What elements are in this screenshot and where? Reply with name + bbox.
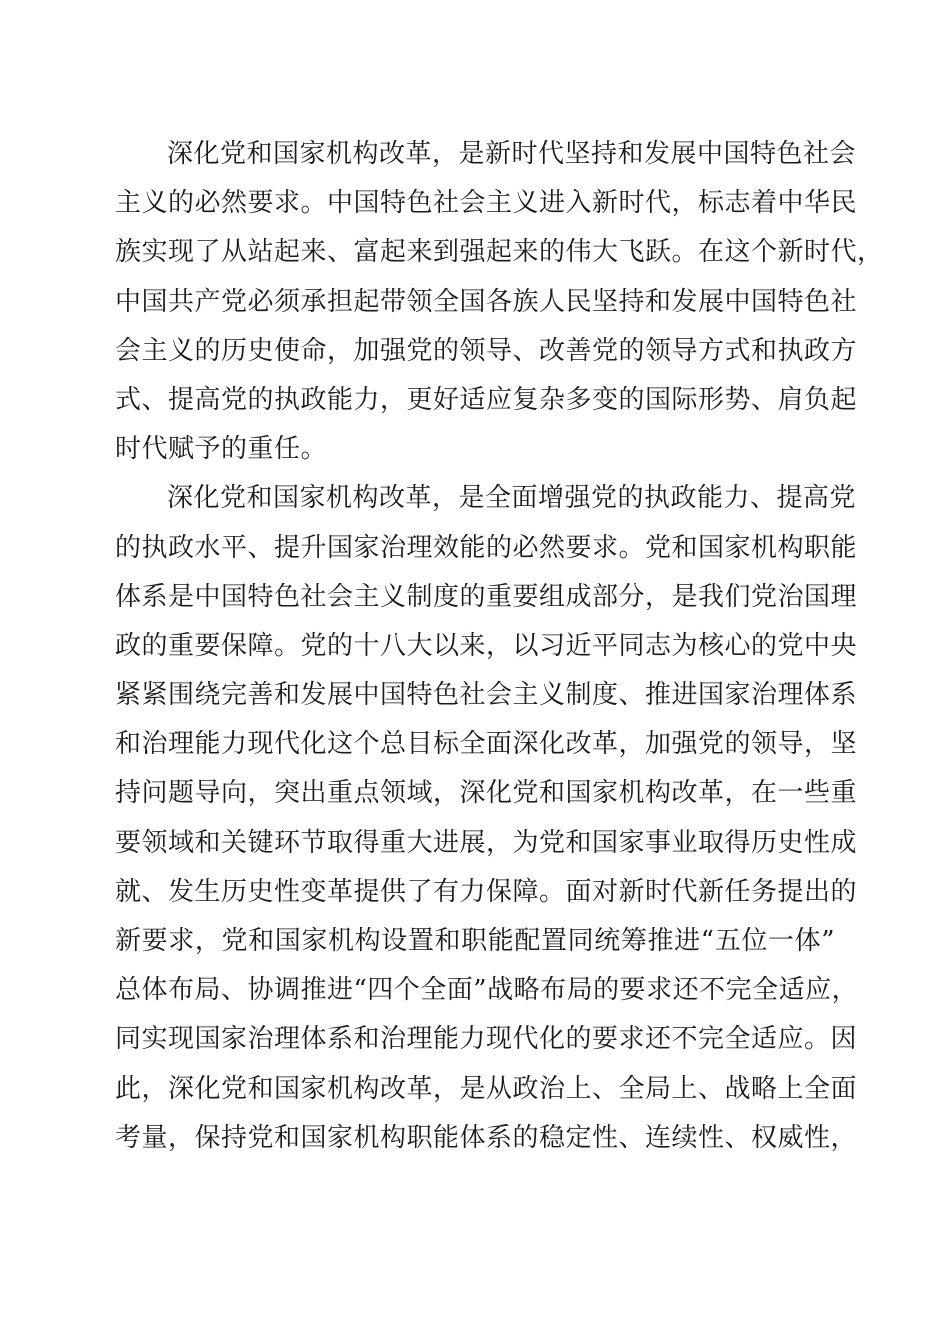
text-line: 持问题导向，突出重点领域，深化党和国家机构改革，在一些重 xyxy=(115,778,858,809)
text-line: 会主义的历史使命，加强党的领导、改善党的领导方式和执政方 xyxy=(115,335,858,366)
text-line: 中国共产党必须承担起带领全国各族人民坚持和发展中国特色社 xyxy=(115,286,858,317)
text-line: 要领域和关键环节取得重大进展，为党和国家事业取得历史性成 xyxy=(115,827,858,858)
text-line: 政的重要保障。党的十八大以来，以习近平同志为核心的党中央 xyxy=(115,630,858,661)
text-line: 此，深化党和国家机构改革，是从政治上、全局上、战略上全面 xyxy=(115,1073,858,1104)
text-line: 同实现国家治理体系和治理能力现代化的要求还不完全适应。因 xyxy=(115,1024,858,1055)
text-line: 深化党和国家机构改革，是全面增强党的执政能力、提高党 xyxy=(167,483,857,514)
text-line: 族实现了从站起来、富起来到强起来的伟大飞跃。在这个新时代， xyxy=(115,237,884,268)
text-line: 和治理能力现代化这个总目标全面深化改革，加强党的领导，坚 xyxy=(115,729,858,760)
paragraph-2 xyxy=(115,474,859,1163)
text-line: 新要求，党和国家机构设置和职能配置同统筹推进“五位一体” xyxy=(115,926,835,956)
text-line: 式、提高党的执政能力，更好适应复杂多变的国际形势、肩负起 xyxy=(115,384,858,415)
document-body xyxy=(115,130,884,1163)
text-line: 紧紧围绕完善和发展中国特色社会主义制度、推进国家治理体系 xyxy=(115,680,858,711)
text-line: 考量，保持党和国家机构职能体系的稳定性、连续性、权威性， xyxy=(115,1122,858,1153)
paragraph-1 xyxy=(115,130,884,474)
text-line: 深化党和国家机构改革，是新时代坚持和发展中国特色社会 xyxy=(167,139,857,169)
text-line: 体系是中国特色社会主义制度的重要组成部分，是我们党治国理 xyxy=(115,581,858,612)
text-line: 总体布局、协调推进“四个全面”战略布局的要求还不完全适应， xyxy=(115,975,859,1006)
text-line: 就、发生历史性变革提供了有力保障。面对新时代新任务提出的 xyxy=(115,876,858,907)
text-line: 的执政水平、提升国家治理效能的必然要求。党和国家机构职能 xyxy=(115,532,858,563)
text-line: 时代赋予的重任。 xyxy=(115,434,328,465)
text-line: 主义的必然要求。中国特色社会主义进入新时代，标志着中华民 xyxy=(115,188,858,219)
